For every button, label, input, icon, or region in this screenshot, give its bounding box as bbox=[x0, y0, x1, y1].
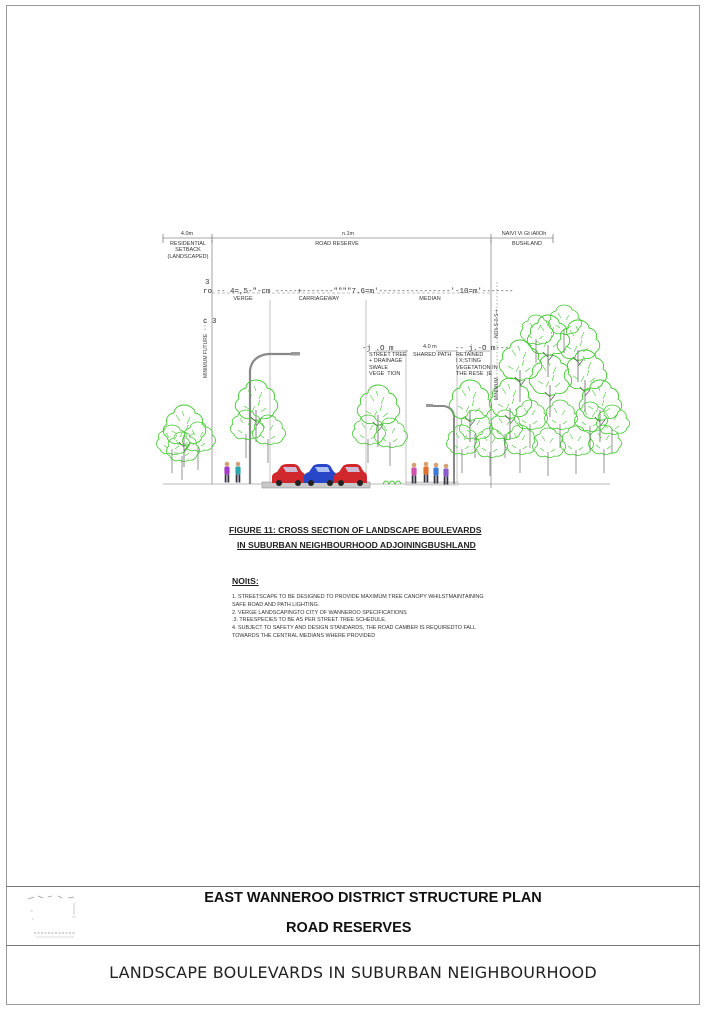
path-dim: 4.0 m bbox=[423, 344, 437, 350]
reserve-label: ROAD RESERVE bbox=[315, 241, 359, 247]
median-label: MEDIAN bbox=[419, 296, 441, 302]
sheet-title: LANDSCAPE BOULEVARDS IN SUBURBAN NEIGHBOURHOOD bbox=[109, 963, 597, 982]
notes-list bbox=[232, 594, 484, 641]
figure-title bbox=[229, 523, 481, 553]
reserve-width: n.1m bbox=[341, 231, 355, 237]
verge-label: VERGE bbox=[233, 296, 253, 302]
median-dim: -j .O m bbox=[362, 345, 394, 353]
notes-heading: NOltS: bbox=[232, 576, 259, 586]
bushland-label: BUSHLAND bbox=[512, 241, 542, 247]
plan-subtitle: ROAD RESERVES bbox=[286, 920, 412, 936]
bushland-width: NAIVI Vi Gt iAlIOh bbox=[501, 231, 547, 237]
note-line: 4. SUBJECT TO SAFETY AND DESIGN STANDARDS, THE ROAD CAMBER IS REQUIREDTO FALL bbox=[232, 625, 477, 632]
figure-title-line2: IN SUBURBAN NEIGHBOURHOOD ADJOININGBUSHLAND bbox=[237, 540, 476, 550]
left-sub: c 3 bbox=[203, 318, 217, 326]
title-block-top-rule bbox=[6, 886, 700, 887]
shared-path-label: SHARED PATH bbox=[413, 352, 452, 358]
minimum-right: MINIMUM bbox=[494, 377, 500, 400]
plan-title: EAST WANNEROO DISTRICT STRUCTURE PLAN bbox=[204, 890, 542, 906]
right-vertical: NOIi-S-0-S-+ bbox=[494, 308, 500, 338]
minimum-future-left: MINIMUM FUTURE bbox=[203, 333, 209, 378]
setback-label: RESIDENTIAL SETBACK (LANDSCAPED) bbox=[167, 241, 209, 260]
street-tree-label: STREET TREE + DRAINAGE SWALE VEGE TION bbox=[369, 352, 407, 377]
setback-width: 4.0m bbox=[180, 231, 194, 237]
figure-title-line1: FIGURE 11: CROSS SECTION OF LANDSCAPE BOULEVARDS bbox=[229, 525, 482, 535]
note-line: TOWARDS THE CENTRAL MEDIANS WHERE PROVIDED bbox=[232, 632, 376, 639]
note-line: 2. VERGE LANDSCAPINGTO CITY OF WANNEROO SPECIFICATIONS bbox=[232, 609, 407, 616]
retained-dim: -- j.-O m--- bbox=[455, 345, 510, 353]
title-block-mid-rule bbox=[6, 945, 700, 946]
carriageway-label: CARRIAGEWAY bbox=[298, 296, 340, 302]
note-line: SAFE ROAD AND PATH LIGHTING. bbox=[232, 601, 320, 608]
main-dimension-line: ro -- 4=,5-"-cm -----+-------""""7.6=m'----------------'-10=m'------- bbox=[203, 288, 514, 296]
retained-vegetation-label: RETAINED I X;STING VEGETATION IN THE RESE )E bbox=[456, 352, 498, 377]
note-line: .3. TREESPECIES TO BE AS PER STREET TREE SCHEDULE. bbox=[232, 617, 387, 624]
note-line: 1. STREETSCAPE TO BE DESIGNED TO PROVIDE MAXIMUM TREE CANOPY WHILSTMAINTAINING bbox=[232, 594, 484, 600]
left-digit: 3 bbox=[205, 279, 210, 287]
